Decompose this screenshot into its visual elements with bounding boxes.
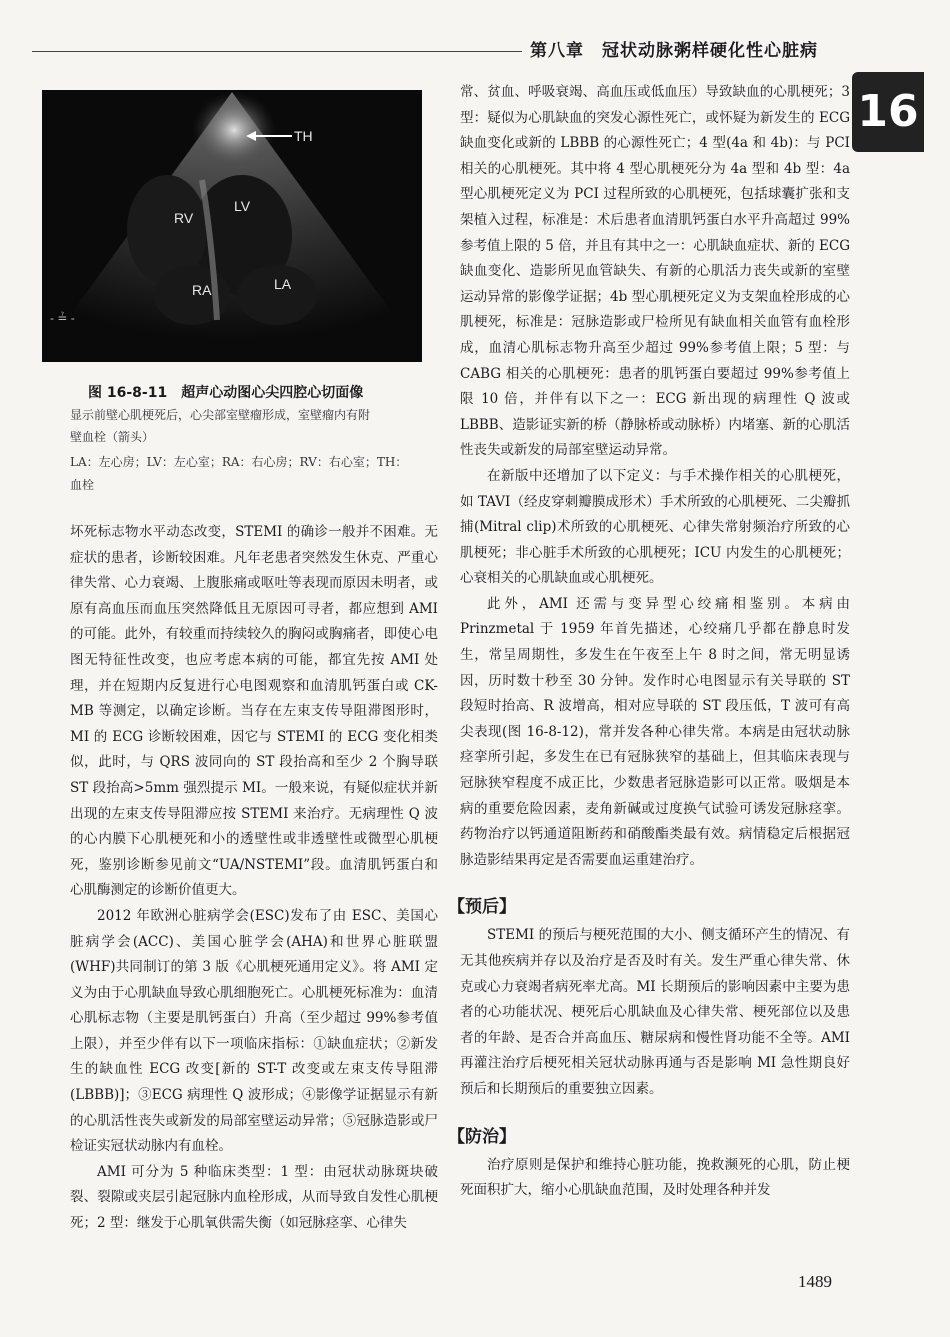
right-column [448, 80, 850, 1204]
echocardiogram-graphic [42, 90, 422, 362]
figure-caption-line: 显示前壁心肌梗死后，心尖部室壁瘤形成，室壁瘤内有附 [70, 408, 371, 422]
body-paragraph: AMI 可分为 5 种临床类型：1 型：由冠状动脉斑块破裂、裂隙或夹层引起冠脉内血栓形成，从而导致自发性心肌梗死；2 型：继发于心肌氧供需失衡（如冠脉痉挛、心律失 [70, 1163, 438, 1232]
section-heading-prognosis: 【预后】 [448, 897, 516, 918]
label-lv: LV [234, 198, 251, 214]
body-paragraph: 此外，AMI 还需与变异型心绞痛相鉴别。本病由 Prinzmetal 于 1959 年首先描述，心绞痛几乎都在静息时发生，常呈周期性，多发生在午夜至上午 8 时之间，常无明显诱因，历时数十秒至 30 分钟。发作时心电图显示有关导联的 ST 段短时抬高、R 波增高，相对应导联的 ST 段压低，T 波可有高尖表现(图 16-8-12)，常并发各种心律失常。本病是由冠状动脉痉挛所引起，多发生在已有冠脉狭窄的基础上，但其临床表现与冠脉狭窄程度不成正比，少数患者冠脉造影可以正常。吸烟是本病的重要危险因素，麦角新碱或过度换气试验可诱发冠脉痉挛。药物治疗以钙通道阻断药和硝酸酯类最有效。病情稳定后根据冠脉造影结果再定是否需要血运重建治疗。 [460, 595, 850, 868]
body-paragraph: 在新版中还增加了以下定义：与手术操作相关的心肌梗死，如 TAVI（经皮穿刺瓣膜成形术）手术所致的心肌梗死、二尖瓣抓捕(Mitral clip)术所致的心肌梗死、心律失常射频治疗所致的心肌梗死；非心脏手术所致的心肌梗死；ICU 内发生的心肌梗死；心衰相关的心肌缺血或心肌梗死。 [460, 467, 850, 587]
left-atrium-cavity [237, 265, 317, 325]
echocardiogram-image [42, 90, 422, 362]
apical-thrombus [192, 92, 276, 168]
label-ra: RA [192, 282, 212, 298]
figure-caption-line: 壁血栓（箭头） [70, 430, 155, 444]
chapter-title: 第八章 冠状动脉粥样硬化性心脏病 [530, 41, 818, 61]
chapter-tab: 16 [852, 72, 924, 152]
figure-caption-line: LA：左心房；LV：左心室；RA：右心房；RV：右心室；TH： [70, 455, 408, 469]
label-rv: RV [174, 210, 194, 226]
page-number: 1489 [798, 1272, 832, 1291]
body-paragraph: 常、贫血、呼吸衰竭、高血压或低血压）导致缺血的心肌梗死；3 型：疑似为心肌缺血的突发心源性死亡，或怀疑为新发生的 ECG 缺血变化或新的 LBBB 的心源性死亡；4 型(4a 和 4b)：与 PCI 相关的心肌梗死。其中将 4 型心肌梗死分为 4a 型和 4b 型：4a 型心肌梗死定义为 PCI 过程所致的心肌梗死，包括球囊扩张和支架植入过程，标准是：术后患者血清肌钙蛋白水平升高超过 99%参考值上限的 5 倍，并且有其中之一：心肌缺血症状、新的 ECG 缺血变化、造影所见血管缺失、有新的心肌活力丧失或新的室壁运动异常的影像学证据；4b 型心肌梗死定义为支架血栓形成的心肌梗死，标准是：冠脉造影或尸检所见有缺血相关血管有血栓形成，血清心肌标志物升高至少超过 99%参考值上限；5 型：与 CABG 相关的心肌梗死：患者的肌钙蛋白要超过 99%参考值上限 10 倍，并伴有以下之一：ECG 新出现的病理性 Q 波或 LBBB、造影证实新的桥（静脉桥或动脉桥）内堵塞、新的心肌活性丧失或新发的局部室壁运动异常。 [460, 84, 850, 459]
body-paragraph: 2012 年欧洲心脏病学会(ESC)发布了由 ESC、美国心脏病学会(ACC)、美国心脏学会(AHA)和世界心脏联盟(WHF)共同制订的第 3 版《心肌梗死通用定义》。将 AMI 定义为由于心肌缺血导致心肌细胞死亡。心肌梗死标准为：血清心肌标志物（主要是肌钙蛋白）升高（至少超过 99%参考值上限），并至少伴有以下一项临床指标：①缺血症状；②新发生的缺血性 ECG 改变[新的 ST-T 改变或左束支传导阻滞(LBBB)]；③ECG 病理性 Q 波形成；④影像学证据显示有新的心肌活性丧失或新发的局部室壁运动异常；⑤冠脉造影或尸检证实冠状动脉内有血栓。 [70, 907, 438, 1155]
body-paragraph: STEMI 的预后与梗死范围的大小、侧支循环产生的情况、有无其他疾病并存以及治疗是否及时有关。发生严重心律失常、休克或心力衰竭者病死率尤高。MI 长期预后的影响因素中主要为患者的心功能状况、梗死后心肌缺血及心律失常、梗死部位以及患者的年龄、是否合并高血压、糖尿病和慢性肾功能不全等。AMI 再灌注治疗后梗死相关冠状动脉再通与否是影响 MI 急性期良好预后和长期预后的重要独立因素。 [460, 927, 850, 1097]
body-paragraph: 坏死标志物水平动态改变，STEMI 的确诊一般并不困难。无症状的患者，诊断较困难。凡年老患者突然发生休克、严重心律失常、心力衰竭、上腹胀痛或呕吐等表现而原因未明者，或原有高血压而血压突然降低且无原因可寻者，都应想到 AMI 的可能。此外，有较重而持续较久的胸闷或胸痛者，即使心电图无特征性改变，也应考虑本病的可能，都宜先按 AMI 处理，并在短期内反复进行心电图观察和血清肌钙蛋白或 CK-MB 等测定，以确定诊断。当存在左束支传导阻滞图形时，MI 的 ECG 诊断较困难，因它与 STEMI 的 ECG 变化相类似，此时，与 QRS 波同向的 ST 段抬高和至少 2 个胸导联 ST 段抬高>5mm 强烈提示 MI。一般来说，有疑似症状并新出现的左束支传导阻滞应按 STEMI 来治疗。无病理性 Q 波的心内膜下心肌梗死和小的透壁性或非透壁性或微型心肌梗死，鉴别诊断参见前文“UA/NSTEMI”段。血清肌钙蛋白和心肌酶测定的诊断价值更大。 [70, 524, 438, 899]
header-rule [32, 51, 522, 52]
left-column [70, 520, 438, 1237]
label-th: TH [294, 128, 313, 144]
section-heading-prevention: 【防治】 [448, 1126, 516, 1147]
scale-marker-left: - ≟ - [50, 311, 75, 325]
body-paragraph: 治疗原则是保护和维持心脏功能，挽救濒死的心肌，防止梗死面积扩大，缩小心肌缺血范围，及时处理各种并发 [460, 1156, 850, 1199]
figure-caption-line: 血栓 [70, 478, 95, 492]
label-la: LA [274, 276, 292, 292]
figure-caption-title: 图 16-8-11 超声心动图心尖四腔心切面像 [88, 385, 364, 401]
